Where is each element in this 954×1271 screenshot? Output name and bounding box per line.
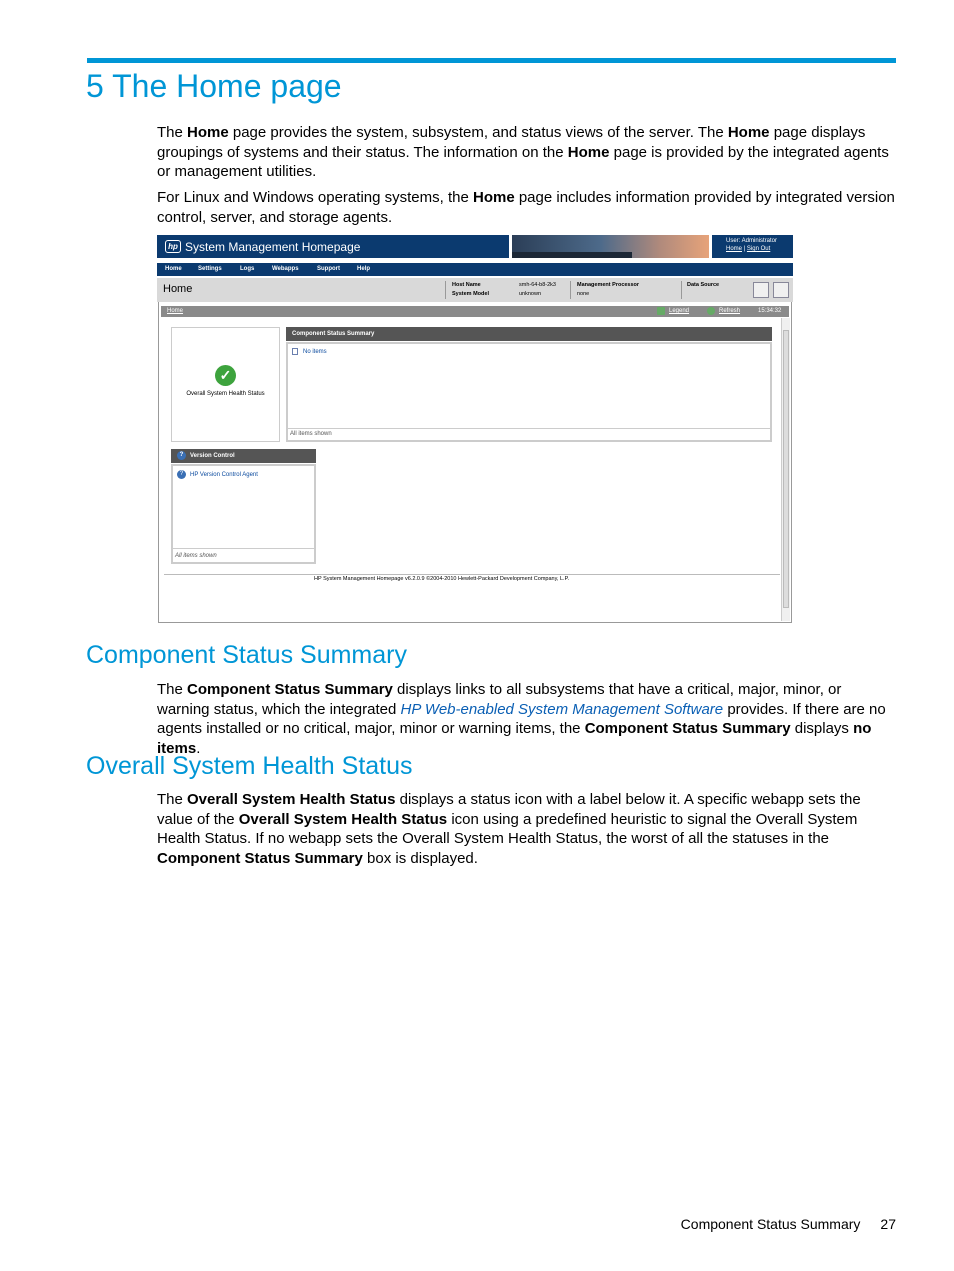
user-box — [712, 235, 793, 258]
overall-health-box[interactable] — [171, 327, 280, 442]
component-status-summary-box — [286, 342, 772, 442]
user-home-link[interactable]: Home — [726, 246, 743, 252]
view-list-icon[interactable] — [753, 282, 769, 298]
host-labels: Host Name System Model — [452, 282, 489, 297]
legend-icon — [657, 307, 665, 315]
host-values: smh-64-b8-2k3 unknown — [519, 282, 556, 297]
section-title-overall-system-health-status: Overall System Health Status — [86, 752, 413, 780]
version-control-header: ? Version Control — [171, 449, 316, 463]
smh-app-title: System Management Homepage — [185, 240, 361, 254]
refresh-link[interactable]: Refresh — [719, 308, 741, 314]
ok-check-icon: ✓ — [215, 365, 236, 386]
smh-menu-bar — [157, 263, 793, 276]
css-no-items[interactable]: No items — [292, 348, 327, 356]
chapter-title: 5 The Home page — [86, 68, 342, 104]
menu-settings[interactable]: Settings — [198, 266, 222, 272]
smh-copyright: HP System Management Homepage v6.2.0.9 ©2004-2010 Hewlett-Packard Development Company, L.P. — [314, 576, 570, 582]
footer-section-name: Component Status Summary — [680, 1216, 861, 1232]
document-icon — [292, 348, 298, 355]
breadcrumb — [161, 306, 789, 317]
smh-page-title: Home — [163, 283, 193, 295]
overall-system-health-paragraph: The Overall System Health Status displays a status icon with a label below it. A specific webapp sets the value of the Overall System Health Status icon using a predefined heuristic to signal the Overall System Health Status. If no webapp sets the Overall System Health Status, the worst of all the statuses in the Component Status Summary box is displayed. — [157, 791, 861, 867]
timestamp: 15:34:32 — [758, 308, 782, 314]
intro-paragraph-1: The Home page provides the system, subsystem, and status views of the server. The Home page displays groupings of systems and their status. The information on the Home page is provided by the integrated agents or management utilities. — [157, 124, 889, 180]
sign-out-link[interactable]: Sign Out — [746, 246, 771, 252]
scrollbar[interactable] — [781, 318, 790, 621]
help-icon: ? — [177, 470, 186, 479]
health-label: Overall System Health Status — [186, 391, 265, 397]
menu-home[interactable]: Home — [165, 266, 182, 272]
version-control-box — [171, 464, 316, 564]
hp-wesms-link[interactable]: HP Web-enabled System Management Software — [400, 700, 724, 718]
help-icon: ? — [177, 451, 186, 460]
smh-info-bar — [157, 278, 793, 302]
page-footer — [681, 1215, 896, 1233]
view-grid-icon[interactable] — [773, 282, 789, 298]
page-number: 27 — [880, 1216, 896, 1232]
vc-agent-link[interactable]: ? HP Version Control Agent — [177, 470, 258, 479]
scrollbar-thumb[interactable] — [783, 330, 789, 608]
user-link-separator: | — [743, 246, 746, 252]
intro-paragraph-2: For Linux and Windows operating systems, the Home page includes information provided by integrated version control, server, and storage agents. — [157, 189, 895, 226]
refresh-icon — [707, 307, 715, 315]
component-status-summary-paragraph: The Component Status Summary displays links to all subsystems that have a critical, major, minor, or warning status, which the integrated HP Web-enabled System Management Software provides. If there are no agents installed or no critical, major, minor or warning items, the Component Status Summary displays no items. — [157, 681, 886, 757]
css-footer: All items shown — [290, 431, 332, 437]
menu-logs[interactable]: Logs — [240, 266, 255, 272]
component-status-summary-header: Component Status Summary — [286, 327, 772, 341]
data-source: Data Source — [687, 282, 720, 288]
hp-logo-icon: hp — [165, 240, 181, 253]
menu-webapps[interactable]: Webapps — [272, 266, 299, 272]
legend-link[interactable]: Legend — [669, 308, 690, 314]
mgmt-processor: Management Processor none — [577, 282, 640, 297]
smh-brand-bar — [157, 235, 509, 258]
header-photo — [512, 235, 709, 258]
user-label: User: Administrator — [726, 238, 778, 244]
breadcrumb-home[interactable]: Home — [167, 308, 184, 314]
chapter-rule — [87, 58, 896, 63]
section-title-component-status-summary: Component Status Summary — [86, 641, 407, 669]
menu-support[interactable]: Support — [317, 266, 340, 272]
smh-header — [157, 234, 793, 259]
vc-footer: All items shown — [175, 553, 217, 559]
smh-screenshot — [157, 234, 793, 623]
menu-help[interactable]: Help — [357, 266, 371, 272]
